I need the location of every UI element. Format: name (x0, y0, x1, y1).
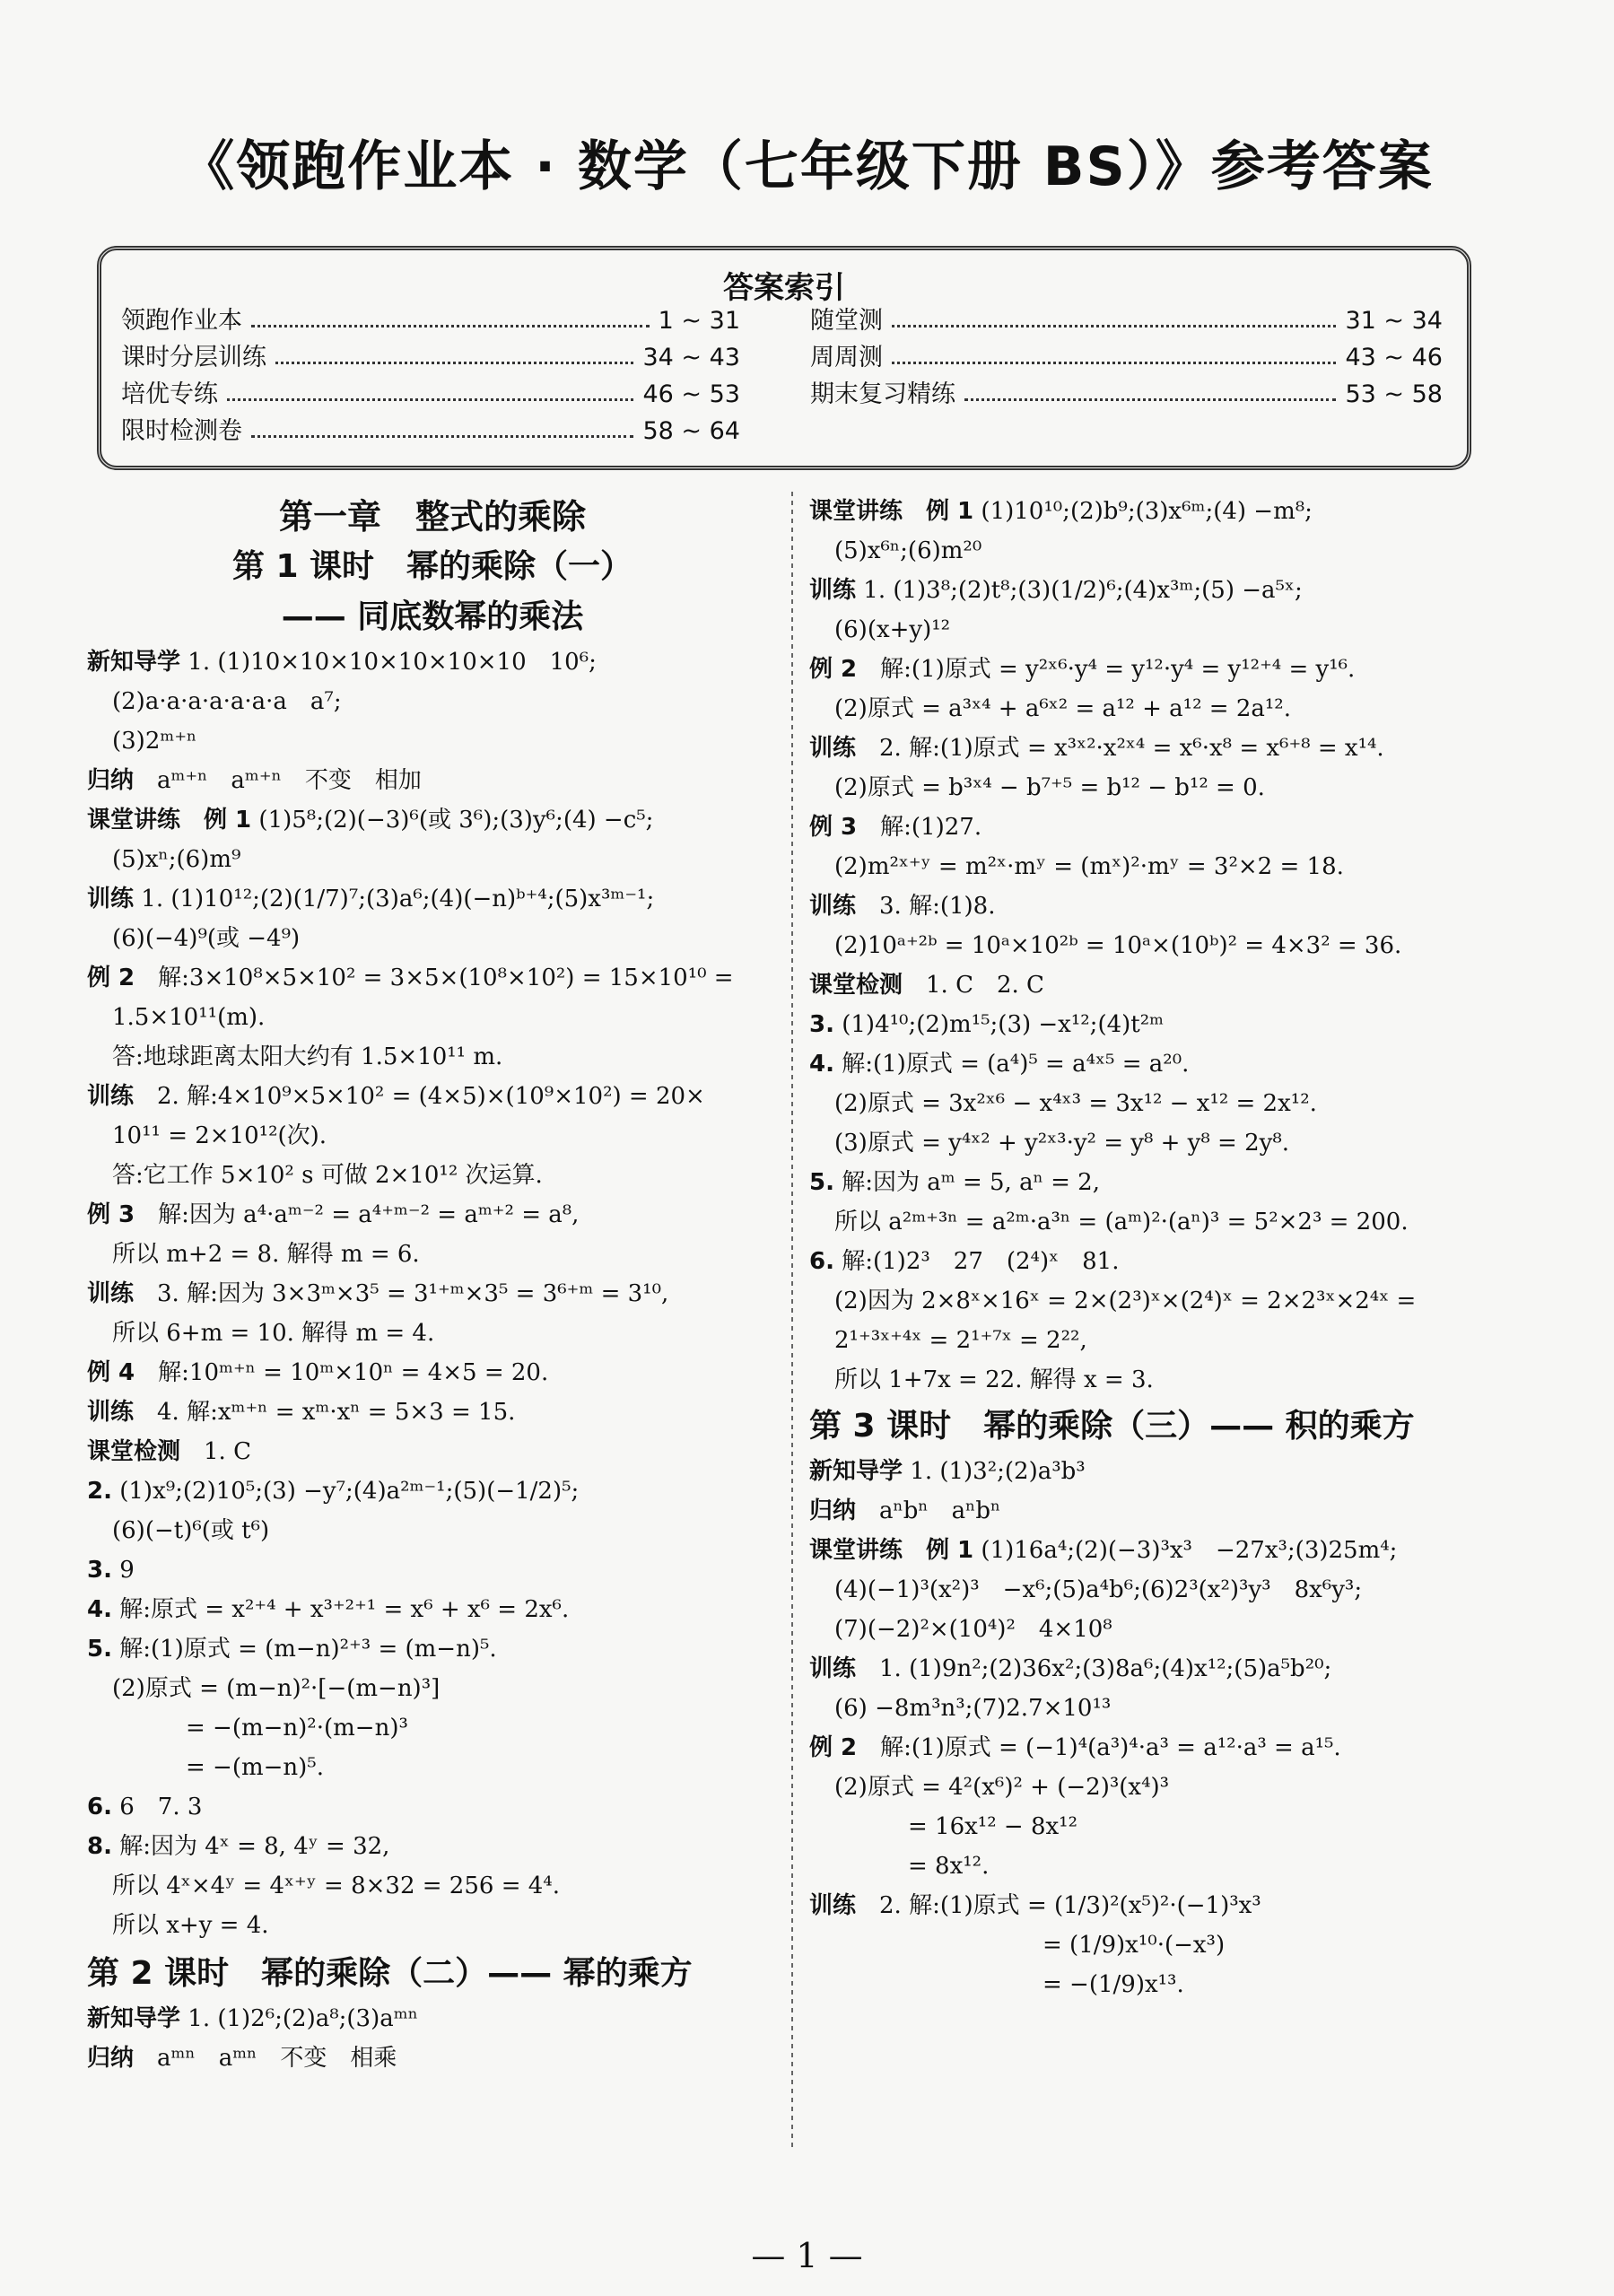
leader-dots (964, 380, 1336, 401)
answer-line (87, 1787, 778, 1827)
answer-text: (1)4¹⁰;(2)m¹⁵;(3) −x¹²;(4)t²ᵐ (833, 1011, 1165, 1038)
answer-text: (2)因为 2×8ˣ×16ˣ = 2×(2³)ˣ×(2⁴)ˣ = 2×2³ˣ×2⁴ˣ = (834, 1288, 1417, 1314)
leader-dots (227, 380, 633, 401)
index-entry (810, 306, 1443, 336)
answer-text: 解:原式 = x²⁺⁴ + x³⁺²⁺¹ = x⁶ + x⁶ = 2x⁶. (111, 1596, 570, 1623)
chapter-heading: 第一章 整式的乘除 (278, 497, 586, 537)
answer-line (809, 965, 1487, 1005)
index-entry (121, 380, 740, 410)
answer-line (87, 1314, 778, 1353)
answer-text: 解:10ᵐ⁺ⁿ = 10ᵐ×10ⁿ = 4×5 = 20. (135, 1359, 549, 1386)
answer-line (809, 531, 1487, 571)
answer-line (809, 808, 1487, 847)
answer-line (809, 1570, 1487, 1610)
index-entry-label: 周周测 (810, 344, 883, 371)
answer-line (809, 1925, 1487, 1965)
answer-label: 8. (87, 1833, 112, 1860)
answer-text: 6 7. 3 (111, 1794, 203, 1820)
lesson-2-heading: 第 2 课时 幂的乘除（二）—— 幂的乘方 (87, 1955, 693, 1992)
answer-label: 4. (809, 1051, 834, 1078)
answer-text: = −(m−n)²·(m−n)³ (186, 1715, 408, 1742)
answer-label: 例 2 (87, 965, 135, 991)
answer-label: 新知导学 (809, 1458, 903, 1485)
answer-line (87, 2038, 778, 2078)
answer-line (809, 1768, 1487, 1807)
answer-text: = 16x¹² − 8x¹² (908, 1813, 1078, 1840)
leader-dots (275, 343, 633, 364)
answer-text: 1. (1)3⁸;(2)t⁸;(3)(1/2)⁶;(4)x³ᵐ;(5) −a⁵ˣ; (856, 577, 1303, 604)
answer-text: (2)原式 = 4²(x⁶)² + (−2)³(x⁴)³ (834, 1774, 1170, 1801)
answer-line (87, 1708, 778, 1748)
index-entry-label: 随堂测 (810, 307, 883, 335)
answer-label: 课堂讲练 例 1 (809, 1537, 974, 1564)
answer-text: = −(1/9)x¹³. (1043, 1971, 1184, 1998)
index-entry-label: 课时分层训练 (121, 344, 266, 371)
answer-label: 例 3 (87, 1201, 135, 1228)
index-entry-range: 43 ~ 46 (1345, 344, 1443, 371)
answer-text: 解:(1)27. (857, 814, 982, 841)
lesson-3-heading: 第 3 课时 幂的乘除（三）—— 积的乘方 (809, 1408, 1415, 1445)
answer-label: 训练 (809, 577, 857, 604)
answer-line (87, 958, 778, 998)
index-entry-label: 领跑作业本 (121, 307, 242, 335)
answer-label: 例 3 (809, 814, 858, 841)
answer-line (809, 571, 1487, 610)
answer-text: (6)(x+y)¹² (834, 616, 951, 643)
answer-text: 解:(1)原式 = (−1)⁴(a³)⁴·a³ = a¹²·a³ = a¹⁵. (857, 1734, 1341, 1761)
answer-line (87, 1077, 778, 1116)
answer-line (809, 1321, 1487, 1360)
lesson-1-heading: 第 1 课时 幂的乘除（一） (231, 548, 633, 585)
answer-label: 课堂讲练 例 1 (87, 807, 252, 834)
answer-text: (1)16a⁴;(2)(−3)³x³ −27x³;(3)25m⁴; (973, 1537, 1398, 1564)
answer-text: 所以 6+m = 10. 解得 m = 4. (112, 1320, 435, 1347)
answer-line (87, 721, 778, 761)
index-entry-range: 34 ~ 43 (642, 344, 740, 371)
answer-line (809, 689, 1487, 729)
index-entry (810, 343, 1443, 373)
answer-line (87, 1235, 778, 1274)
leader-dots (892, 343, 1336, 364)
answer-text: 1. (1)2⁶;(2)a⁸;(3)aᵐⁿ (180, 2005, 418, 2032)
index-entry-label: 限时检测卷 (121, 417, 242, 445)
answer-line (87, 840, 778, 879)
answer-line (809, 768, 1487, 808)
answer-line (809, 1649, 1487, 1689)
answer-line (809, 1491, 1487, 1531)
answer-text: = 8x¹². (908, 1853, 990, 1880)
answer-line (87, 1669, 778, 1708)
answer-text: (2)a·a·a·a·a·a·a a⁷; (112, 688, 342, 715)
answer-text: 所以 x+y = 4. (112, 1912, 269, 1939)
answer-line (809, 886, 1487, 926)
answer-text: (2)原式 = 3x²ˣ⁶ − x⁴ˣ³ = 3x¹² − x¹² = 2x¹². (834, 1090, 1317, 1117)
answer-line (87, 879, 778, 919)
answer-label: 6. (809, 1248, 834, 1275)
answer-text: 所以 m+2 = 8. 解得 m = 6. (112, 1241, 420, 1268)
answer-text: 1. (1)9n²;(2)36x²;(3)8a⁶;(4)x¹²;(5)a⁵b²⁰; (856, 1655, 1332, 1682)
answer-line (87, 1116, 778, 1156)
answer-text: 10¹¹ = 2×10¹²(次). (112, 1122, 327, 1149)
answer-line (809, 926, 1487, 965)
answer-line (87, 1195, 778, 1235)
answer-text: (3)原式 = y⁴ˣ² + y²ˣ³·y² = y⁸ + y⁸ = 2y⁸. (834, 1130, 1290, 1157)
leader-dots (251, 416, 633, 438)
index-entry-range: 46 ~ 53 (642, 380, 740, 408)
answer-line (809, 1123, 1487, 1163)
answer-index-box (97, 246, 1471, 470)
answer-line (87, 1827, 778, 1866)
answer-text: 解:因为 4ˣ = 8, 4ʸ = 32, (111, 1833, 390, 1860)
answer-line (87, 1511, 778, 1550)
answer-text: 1.5×10¹¹(m). (112, 1004, 266, 1031)
index-entry (121, 416, 740, 447)
answer-line (87, 1432, 778, 1471)
answer-label: 课堂讲练 例 1 (809, 498, 974, 525)
answer-label: 6. (87, 1794, 112, 1820)
answer-line (87, 1550, 778, 1590)
answer-label: 训练 (87, 1399, 135, 1426)
answer-text: (2)原式 = (m−n)²·[−(m−n)³] (112, 1675, 441, 1702)
answer-line (809, 1886, 1487, 1925)
answer-text: (6)(−4)⁹(或 −4⁹) (112, 925, 301, 952)
answer-text: 1. C 2. C (903, 972, 1044, 999)
answer-label: 训练 (87, 1280, 135, 1307)
answer-text: 3. 解:因为 3×3ᵐ×3⁵ = 3¹⁺ᵐ×3⁵ = 3⁶⁺ᵐ = 3¹⁰, (134, 1280, 669, 1307)
answer-line (809, 847, 1487, 886)
left-column (87, 492, 778, 2078)
answer-text: (3)2ᵐ⁺ⁿ (112, 728, 197, 755)
answer-line (87, 1037, 778, 1077)
answer-line (809, 650, 1487, 689)
right-column (809, 492, 1487, 2004)
answer-text: = (1/9)x¹⁰·(−x³) (1043, 1932, 1226, 1959)
answer-text: 3. 解:(1)8. (856, 893, 996, 920)
answer-label: 训练 (87, 1083, 135, 1110)
answer-label: 3. (87, 1557, 112, 1584)
index-entry (121, 306, 740, 336)
answer-line (809, 1360, 1487, 1400)
answer-line (87, 919, 778, 958)
answer-line (809, 1728, 1487, 1768)
answer-text: 解:(1)2³ 27 (2⁴)ˣ 81. (833, 1248, 1120, 1275)
answer-text: (6)(−t)⁶(或 t⁶) (112, 1517, 270, 1544)
index-entry-label: 期末复习精练 (810, 380, 955, 408)
answer-label: 新知导学 (87, 2005, 181, 2032)
answer-label: 课堂检测 (87, 1438, 181, 1465)
index-entry (121, 343, 740, 373)
answer-label: 训练 (87, 886, 135, 912)
answer-text: aⁿbⁿ aⁿbⁿ (856, 1497, 1001, 1524)
answer-line (87, 1353, 778, 1392)
answer-line (809, 492, 1487, 531)
answer-label: 例 2 (809, 1734, 858, 1761)
answer-text: (2)原式 = a³ˣ⁴ + a⁶ˣ² = a¹² + a¹² = 2a¹². (834, 695, 1291, 722)
answer-text: 答:地球距离太阳大约有 1.5×10¹¹ m. (112, 1043, 503, 1070)
answer-line (809, 1005, 1487, 1044)
answer-line (87, 1999, 778, 2038)
answer-line (809, 1965, 1487, 2004)
answer-text: 所以 1+7x = 22. 解得 x = 3. (834, 1366, 1154, 1393)
index-entry-range: 58 ~ 64 (642, 417, 740, 445)
answer-text: (2)原式 = b³ˣ⁴ − b⁷⁺⁵ = b¹² − b¹² = 0. (834, 774, 1265, 801)
answer-line (87, 998, 778, 1037)
answer-line (809, 610, 1487, 650)
answer-label: 4. (87, 1596, 112, 1623)
answer-text: 所以 a²ᵐ⁺³ⁿ = a²ᵐ·a³ⁿ = (aᵐ)²·(aⁿ)³ = 5²×2³ = 200. (834, 1209, 1409, 1235)
answer-text: 1. (1)3²;(2)a³b³ (903, 1458, 1086, 1485)
answer-text: 9 (111, 1557, 135, 1584)
answer-text: = −(m−n)⁵. (186, 1754, 324, 1781)
answer-line (809, 1163, 1487, 1202)
answer-label: 例 4 (87, 1359, 135, 1386)
answer-label: 训练 (809, 1655, 857, 1682)
answer-text: (7)(−2)²×(10⁴)² 4×10⁸ (834, 1616, 1112, 1643)
answer-label: 训练 (809, 735, 857, 762)
page-title: 《领跑作业本 · 数学（七年级下册 BS）》参考答案 (180, 135, 1434, 198)
answer-line (87, 1906, 778, 1945)
index-entry-label: 培优专练 (121, 380, 218, 408)
answer-text: (4)(−1)³(x²)³ −x⁶;(5)a⁴b⁶;(6)2³(x²)³y³ 8x⁶y³; (834, 1576, 1363, 1603)
answer-text: 2. 解:(1)原式 = (1/3)²(x⁵)²·(−1)³x³ (856, 1892, 1261, 1919)
answer-text: 1. (1)10×10×10×10×10×10 10⁶; (180, 649, 597, 676)
answer-text: 2. 解:4×10⁹×5×10² = (4×5)×(10⁹×10²) = 20× (134, 1083, 705, 1110)
leader-dots (892, 306, 1336, 327)
answer-text: (2)10ᵃ⁺²ᵇ = 10ᵃ×10²ᵇ = 10ᵃ×(10ᵇ)² = 4×3² = 36. (834, 932, 1402, 959)
answer-line (809, 1084, 1487, 1123)
answer-line (809, 1202, 1487, 1242)
answer-label: 5. (809, 1169, 834, 1196)
answer-label: 例 2 (809, 656, 858, 683)
answer-line (87, 1274, 778, 1314)
answer-text: 解:因为 aᵐ = 5, aⁿ = 2, (833, 1169, 1100, 1196)
answer-text: (1)x⁹;(2)10⁵;(3) −y⁷;(4)a²ᵐ⁻¹;(5)(−1/2)⁵; (111, 1478, 580, 1505)
answer-line (809, 1531, 1487, 1570)
lesson-1-subheading: —— 同底数幂的乘法 (281, 598, 584, 635)
answer-line (809, 1242, 1487, 1281)
answer-line (87, 682, 778, 721)
index-entry-range: 53 ~ 58 (1345, 380, 1443, 408)
answer-label: 归纳 (809, 1497, 857, 1524)
answer-line (87, 642, 778, 682)
answer-text: (5)xⁿ;(6)m⁹ (112, 846, 241, 873)
answer-text: 解:(1)原式 = (a⁴)⁵ = a⁴ˣ⁵ = a²⁰. (833, 1051, 1190, 1078)
answer-label: 课堂检测 (809, 972, 903, 999)
answer-text: 所以 4ˣ×4ʸ = 4ˣ⁺ʸ = 8×32 = 256 = 4⁴. (112, 1873, 560, 1899)
answer-line (87, 1629, 778, 1669)
answer-text: (2)m²ˣ⁺ʸ = m²ˣ·mʸ = (mˣ)²·mʸ = 3²×2 = 18. (834, 853, 1344, 880)
answer-label: 训练 (809, 893, 857, 920)
answer-line (87, 1471, 778, 1511)
answer-line (87, 1866, 778, 1906)
answer-label: 新知导学 (87, 649, 181, 676)
answer-line (87, 800, 778, 840)
answer-text: 2¹⁺³ˣ⁺⁴ˣ = 2¹⁺⁷ˣ = 2²², (834, 1327, 1087, 1354)
answer-line (87, 1392, 778, 1432)
answer-line (809, 1610, 1487, 1649)
answer-line (87, 1590, 778, 1629)
page-number: — 1 — (751, 2236, 863, 2275)
answer-line (809, 1807, 1487, 1846)
answer-text: 1. (1)10¹²;(2)(1/7)⁷;(3)a⁶;(4)(−n)ᵇ⁺⁴;(5)x³ᵐ⁻¹; (134, 886, 655, 912)
index-entry-range: 1 ~ 31 (658, 307, 740, 335)
answer-text: aᵐ⁺ⁿ aᵐ⁺ⁿ 不变 相加 (134, 767, 422, 794)
answer-index-heading: 答案索引 (723, 270, 845, 306)
answer-line (809, 1689, 1487, 1728)
index-entry-range: 31 ~ 34 (1345, 307, 1443, 335)
leader-dots (251, 306, 650, 327)
answer-text: 解:(1)原式 = y²ˣ⁶·y⁴ = y¹²·y⁴ = y¹²⁺⁴ = y¹⁶. (857, 656, 1356, 683)
answer-line (87, 1748, 778, 1787)
answer-text: 解:3×10⁸×5×10² = 3×5×(10⁸×10²) = 15×10¹⁰ = (135, 965, 734, 991)
answer-label: 归纳 (87, 2045, 135, 2072)
answer-line (809, 1846, 1487, 1886)
answer-label: 训练 (809, 1892, 857, 1919)
answer-label: 3. (809, 1011, 834, 1038)
answer-text: 答:它工作 5×10² s 可做 2×10¹² 次运算. (112, 1162, 543, 1189)
answer-text: (1)10¹⁰;(2)b⁹;(3)x⁶ᵐ;(4) −m⁸; (973, 498, 1313, 525)
answer-text: 1. C (180, 1438, 251, 1465)
answer-line (87, 761, 778, 800)
answer-label: 归纳 (87, 767, 135, 794)
answer-text: (6) −8m³n³;(7)2.7×10¹³ (834, 1695, 1112, 1722)
answer-text: 解:因为 a⁴·aᵐ⁻² = a⁴⁺ᵐ⁻² = aᵐ⁺² = a⁸, (135, 1201, 580, 1228)
answer-line (809, 1452, 1487, 1491)
answer-label: 2. (87, 1478, 112, 1505)
answer-line (809, 1044, 1487, 1084)
answer-text: (5)x⁶ⁿ;(6)m²⁰ (834, 537, 982, 564)
answer-line (87, 1156, 778, 1195)
answer-text: aᵐⁿ aᵐⁿ 不变 相乘 (134, 2045, 397, 2072)
answer-text: 2. 解:(1)原式 = x³ˣ²·x²ˣ⁴ = x⁶·x⁸ = x⁶⁺⁸ = x¹⁴. (856, 735, 1384, 762)
answer-text: 4. 解:xᵐ⁺ⁿ = xᵐ·xⁿ = 5×3 = 15. (134, 1399, 516, 1426)
column-divider (791, 492, 793, 2150)
answer-line (809, 1281, 1487, 1321)
answer-line (809, 729, 1487, 768)
index-entry (810, 380, 1443, 410)
answer-text: (1)5⁸;(2)(−3)⁶(或 3⁶);(3)y⁶;(4) −c⁵; (251, 807, 654, 834)
answer-text: 解:(1)原式 = (m−n)²⁺³ = (m−n)⁵. (111, 1636, 497, 1663)
answer-label: 5. (87, 1636, 112, 1663)
